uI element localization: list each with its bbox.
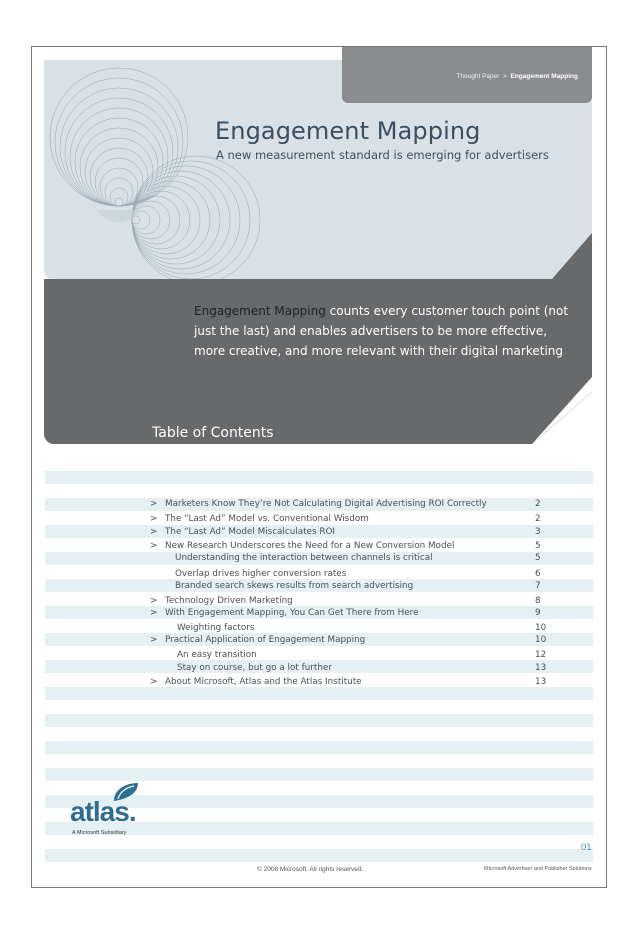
- toc-entry[interactable]: > About Microsoft, Atlas and the Atlas Institute 13: [150, 677, 547, 687]
- toc-entry[interactable]: > The “Last Ad” Model Miscalculates ROI 3: [150, 527, 541, 537]
- toc-entry[interactable]: > Marketers Know They’re Not Calculating Digital Advertising ROI Correctly 2: [150, 499, 541, 509]
- page-title: Engagement Mapping: [215, 117, 481, 145]
- toc-subentry[interactable]: Weighting factors 10: [177, 623, 547, 633]
- document-page: [31, 46, 607, 888]
- panel-corner-shape: [32, 47, 607, 447]
- intro-text: [194, 301, 574, 361]
- breadcrumb-section: Thought Paper: [456, 73, 500, 80]
- toc-title: Table of Contents: [152, 425, 274, 441]
- intro-body: counts every customer touch point (not just the last) and enables advertisers to be more effective, more creative, and more relevant with their digital marketing: [194, 304, 569, 358]
- toc-entry[interactable]: > Technology Driven Marketing 8: [150, 596, 541, 606]
- page-subtitle: A new measurement standard is emerging for advertisers: [216, 148, 549, 162]
- toc-subentry[interactable]: Overlap drives higher conversion rates 6: [175, 569, 541, 579]
- toc-subentry[interactable]: Understanding the interaction between channels is critical 5: [175, 553, 541, 563]
- toc-entry[interactable]: > The “Last Ad” Model vs. Conventional Wisdom 2: [150, 514, 541, 524]
- toc-subentry[interactable]: Branded search skews results from search advertising 7: [175, 581, 541, 591]
- toc-subentry[interactable]: An easy transition 12: [177, 650, 547, 660]
- toc-subentry[interactable]: Stay on course, but go a lot further 13: [177, 663, 547, 673]
- breadcrumb-current: Engagement Mapping: [510, 73, 578, 80]
- atlas-tagline: A Microsoft Subsidiary: [72, 830, 127, 836]
- breadcrumb-separator: >: [503, 73, 507, 80]
- toc-entry[interactable]: > New Research Underscores the Need for a New Conversion Model 5: [150, 541, 541, 551]
- toc-entry[interactable]: > With Engagement Mapping, You Can Get There from Here 9: [150, 608, 541, 618]
- page-number: 01: [581, 842, 592, 853]
- copyright-notice: © 2008 Microsoft. All rights reserved.: [257, 866, 364, 873]
- intro-highlight: Engagement Mapping: [194, 304, 326, 318]
- footer-division: Microsoft Advertiser and Publisher Solutions: [484, 866, 592, 872]
- toc-entry[interactable]: > Practical Application of Engagement Mapping 10: [150, 635, 547, 645]
- atlas-logo: atlas.: [70, 796, 136, 827]
